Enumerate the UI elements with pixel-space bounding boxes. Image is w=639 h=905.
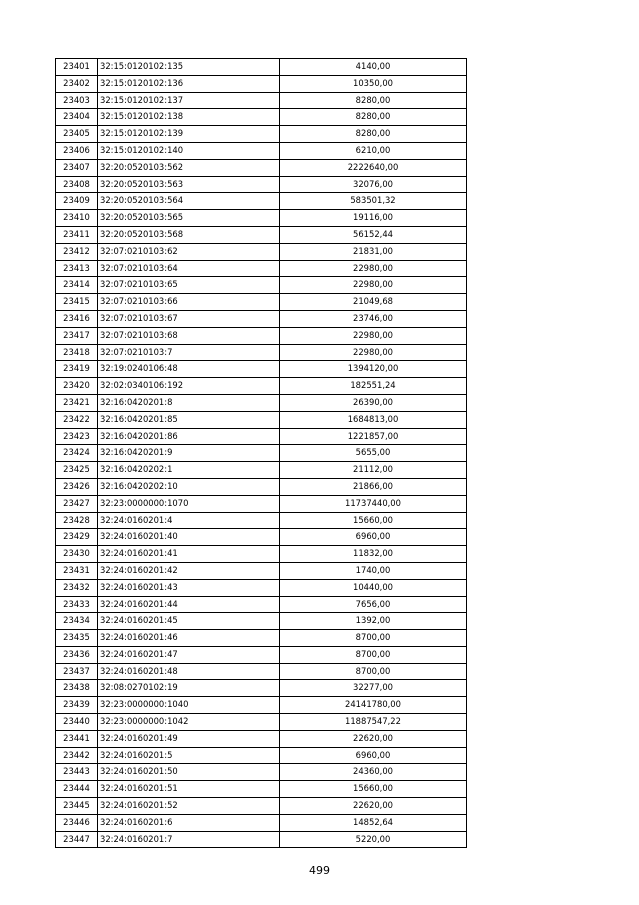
value-cell: 21112,00 — [280, 462, 467, 479]
cadastral-number-cell: 32:15:0120102:137 — [98, 92, 280, 109]
row-number-cell: 23419 — [56, 361, 98, 378]
value-cell: 10440,00 — [280, 579, 467, 596]
value-cell: 21049,68 — [280, 294, 467, 311]
row-number-cell: 23421 — [56, 394, 98, 411]
value-cell: 7656,00 — [280, 596, 467, 613]
value-cell: 5220,00 — [280, 831, 467, 848]
value-cell: 15660,00 — [280, 781, 467, 798]
cadastral-number-cell: 32:24:0160201:49 — [98, 730, 280, 747]
table-row — [56, 428, 467, 445]
cadastral-number-cell: 32:24:0160201:47 — [98, 646, 280, 663]
table-row — [56, 327, 467, 344]
row-number-cell: 23417 — [56, 327, 98, 344]
table-row — [56, 411, 467, 428]
value-cell: 24360,00 — [280, 764, 467, 781]
row-number-cell: 23437 — [56, 663, 98, 680]
table-row — [56, 126, 467, 143]
row-number-cell: 23436 — [56, 646, 98, 663]
table-row — [56, 546, 467, 563]
cadastral-number-cell: 32:19:0240106:48 — [98, 361, 280, 378]
row-number-cell: 23446 — [56, 814, 98, 831]
table-body — [56, 59, 467, 848]
cadastral-number-cell: 32:16:0420201:86 — [98, 428, 280, 445]
table-row — [56, 697, 467, 714]
row-number-cell: 23425 — [56, 462, 98, 479]
cadastral-number-cell: 32:20:0520103:565 — [98, 210, 280, 227]
table-row — [56, 92, 467, 109]
value-cell: 5655,00 — [280, 445, 467, 462]
cadastral-number-cell: 32:15:0120102:138 — [98, 109, 280, 126]
row-number-cell: 23401 — [56, 59, 98, 76]
cadastral-number-cell: 32:24:0160201:43 — [98, 579, 280, 596]
value-cell: 8280,00 — [280, 92, 467, 109]
value-cell: 8700,00 — [280, 663, 467, 680]
cadastral-number-cell: 32:24:0160201:7 — [98, 831, 280, 848]
row-number-cell: 23405 — [56, 126, 98, 143]
table-row — [56, 260, 467, 277]
value-cell: 1684813,00 — [280, 411, 467, 428]
cadastral-number-cell: 32:15:0120102:140 — [98, 142, 280, 159]
table-row — [56, 495, 467, 512]
table-row — [56, 680, 467, 697]
cadastral-number-cell: 32:24:0160201:44 — [98, 596, 280, 613]
row-number-cell: 23429 — [56, 529, 98, 546]
table-row — [56, 310, 467, 327]
value-cell: 8280,00 — [280, 109, 467, 126]
row-number-cell: 23443 — [56, 764, 98, 781]
value-cell: 21831,00 — [280, 243, 467, 260]
row-number-cell: 23416 — [56, 310, 98, 327]
table-row — [56, 361, 467, 378]
value-cell: 11832,00 — [280, 546, 467, 563]
cadastral-number-cell: 32:20:0520103:563 — [98, 176, 280, 193]
table-row — [56, 596, 467, 613]
row-number-cell: 23447 — [56, 831, 98, 848]
table-row — [56, 730, 467, 747]
cadastral-number-cell: 32:15:0120102:136 — [98, 75, 280, 92]
value-cell: 23746,00 — [280, 310, 467, 327]
row-number-cell: 23441 — [56, 730, 98, 747]
cadastral-number-cell: 32:07:0210103:67 — [98, 310, 280, 327]
table-row — [56, 831, 467, 848]
page-number: 499 — [309, 864, 330, 877]
value-cell: 10350,00 — [280, 75, 467, 92]
row-number-cell: 23410 — [56, 210, 98, 227]
value-cell: 56152,44 — [280, 226, 467, 243]
data-table — [55, 58, 467, 848]
cadastral-number-cell: 32:24:0160201:4 — [98, 512, 280, 529]
value-cell: 8280,00 — [280, 126, 467, 143]
row-number-cell: 23439 — [56, 697, 98, 714]
value-cell: 1740,00 — [280, 562, 467, 579]
table-row — [56, 630, 467, 647]
value-cell: 6960,00 — [280, 529, 467, 546]
value-cell: 22620,00 — [280, 730, 467, 747]
cadastral-number-cell: 32:15:0120102:135 — [98, 59, 280, 76]
cadastral-number-cell: 32:20:0520103:564 — [98, 193, 280, 210]
table-row — [56, 579, 467, 596]
row-number-cell: 23428 — [56, 512, 98, 529]
cadastral-number-cell: 32:24:0160201:5 — [98, 747, 280, 764]
table-row — [56, 394, 467, 411]
row-number-cell: 23432 — [56, 579, 98, 596]
cadastral-number-cell: 32:07:0210103:68 — [98, 327, 280, 344]
table-row — [56, 512, 467, 529]
cadastral-number-cell: 32:16:0420201:85 — [98, 411, 280, 428]
table-row — [56, 798, 467, 815]
row-number-cell: 23415 — [56, 294, 98, 311]
cadastral-number-cell: 32:16:0420202:1 — [98, 462, 280, 479]
value-cell: 22620,00 — [280, 798, 467, 815]
value-cell: 21866,00 — [280, 478, 467, 495]
row-number-cell: 23403 — [56, 92, 98, 109]
value-cell: 15660,00 — [280, 512, 467, 529]
value-cell: 24141780,00 — [280, 697, 467, 714]
table-row — [56, 445, 467, 462]
row-number-cell: 23411 — [56, 226, 98, 243]
table-row — [56, 562, 467, 579]
cadastral-number-cell: 32:07:0210103:66 — [98, 294, 280, 311]
value-cell: 32277,00 — [280, 680, 467, 697]
row-number-cell: 23413 — [56, 260, 98, 277]
table-row — [56, 226, 467, 243]
cadastral-number-cell: 32:16:0420202:10 — [98, 478, 280, 495]
value-cell: 8700,00 — [280, 630, 467, 647]
value-cell: 26390,00 — [280, 394, 467, 411]
cadastral-number-cell: 32:02:0340106:192 — [98, 378, 280, 395]
table-row — [56, 193, 467, 210]
value-cell: 14852,64 — [280, 814, 467, 831]
row-number-cell: 23434 — [56, 613, 98, 630]
cadastral-number-cell: 32:23:0000000:1042 — [98, 714, 280, 731]
value-cell: 182551,24 — [280, 378, 467, 395]
cadastral-number-cell: 32:24:0160201:51 — [98, 781, 280, 798]
table-row — [56, 764, 467, 781]
row-number-cell: 23414 — [56, 277, 98, 294]
row-number-cell: 23406 — [56, 142, 98, 159]
row-number-cell: 23430 — [56, 546, 98, 563]
cadastral-number-cell: 32:23:0000000:1070 — [98, 495, 280, 512]
row-number-cell: 23435 — [56, 630, 98, 647]
row-number-cell: 23420 — [56, 378, 98, 395]
value-cell: 11737440,00 — [280, 495, 467, 512]
value-cell: 6960,00 — [280, 747, 467, 764]
table-row — [56, 613, 467, 630]
table-row — [56, 294, 467, 311]
cadastral-number-cell: 32:24:0160201:46 — [98, 630, 280, 647]
cadastral-number-cell: 32:24:0160201:48 — [98, 663, 280, 680]
row-number-cell: 23404 — [56, 109, 98, 126]
cadastral-number-cell: 32:24:0160201:40 — [98, 529, 280, 546]
cadastral-number-cell: 32:16:0420201:8 — [98, 394, 280, 411]
cadastral-number-cell: 32:24:0160201:41 — [98, 546, 280, 563]
table-row — [56, 109, 467, 126]
cadastral-number-cell: 32:23:0000000:1040 — [98, 697, 280, 714]
row-number-cell: 23418 — [56, 344, 98, 361]
value-cell: 583501,32 — [280, 193, 467, 210]
table-row — [56, 378, 467, 395]
table-row — [56, 159, 467, 176]
value-cell: 1394120,00 — [280, 361, 467, 378]
row-number-cell: 23423 — [56, 428, 98, 445]
row-number-cell: 23409 — [56, 193, 98, 210]
cadastral-number-cell: 32:24:0160201:50 — [98, 764, 280, 781]
value-cell: 11887547,22 — [280, 714, 467, 731]
table-row — [56, 663, 467, 680]
row-number-cell: 23431 — [56, 562, 98, 579]
table-row — [56, 462, 467, 479]
table-row — [56, 814, 467, 831]
row-number-cell: 23408 — [56, 176, 98, 193]
table-row — [56, 243, 467, 260]
row-number-cell: 23412 — [56, 243, 98, 260]
table-row — [56, 344, 467, 361]
value-cell: 6210,00 — [280, 142, 467, 159]
value-cell: 1221857,00 — [280, 428, 467, 445]
cadastral-number-cell: 32:07:0210103:64 — [98, 260, 280, 277]
value-cell: 2222640,00 — [280, 159, 467, 176]
cadastral-number-cell: 32:16:0420201:9 — [98, 445, 280, 462]
cadastral-number-cell: 32:07:0210103:7 — [98, 344, 280, 361]
table-row — [56, 478, 467, 495]
row-number-cell: 23407 — [56, 159, 98, 176]
cadastral-number-cell: 32:07:0210103:62 — [98, 243, 280, 260]
row-number-cell: 23444 — [56, 781, 98, 798]
table-row — [56, 176, 467, 193]
row-number-cell: 23426 — [56, 478, 98, 495]
cadastral-number-cell: 32:07:0210103:65 — [98, 277, 280, 294]
cadastral-number-cell: 32:24:0160201:45 — [98, 613, 280, 630]
row-number-cell: 23427 — [56, 495, 98, 512]
value-cell: 8700,00 — [280, 646, 467, 663]
value-cell: 22980,00 — [280, 344, 467, 361]
cadastral-number-cell: 32:24:0160201:42 — [98, 562, 280, 579]
table-row — [56, 714, 467, 731]
row-number-cell: 23424 — [56, 445, 98, 462]
table-row — [56, 277, 467, 294]
value-cell: 22980,00 — [280, 327, 467, 344]
cadastral-number-cell: 32:08:0270102:19 — [98, 680, 280, 697]
value-cell: 22980,00 — [280, 260, 467, 277]
table-row — [56, 210, 467, 227]
row-number-cell: 23422 — [56, 411, 98, 428]
cadastral-number-cell: 32:20:0520103:562 — [98, 159, 280, 176]
cadastral-number-cell: 32:20:0520103:568 — [98, 226, 280, 243]
table-row — [56, 781, 467, 798]
value-cell: 4140,00 — [280, 59, 467, 76]
row-number-cell: 23442 — [56, 747, 98, 764]
cadastral-number-cell: 32:24:0160201:52 — [98, 798, 280, 815]
row-number-cell: 23438 — [56, 680, 98, 697]
table-row — [56, 529, 467, 546]
cadastral-number-cell: 32:24:0160201:6 — [98, 814, 280, 831]
row-number-cell: 23440 — [56, 714, 98, 731]
row-number-cell: 23402 — [56, 75, 98, 92]
table-row — [56, 59, 467, 76]
value-cell: 1392,00 — [280, 613, 467, 630]
value-cell: 22980,00 — [280, 277, 467, 294]
table-row — [56, 646, 467, 663]
table-row — [56, 142, 467, 159]
table-row — [56, 75, 467, 92]
value-cell: 32076,00 — [280, 176, 467, 193]
value-cell: 19116,00 — [280, 210, 467, 227]
row-number-cell: 23433 — [56, 596, 98, 613]
cadastral-number-cell: 32:15:0120102:139 — [98, 126, 280, 143]
row-number-cell: 23445 — [56, 798, 98, 815]
table-row — [56, 747, 467, 764]
